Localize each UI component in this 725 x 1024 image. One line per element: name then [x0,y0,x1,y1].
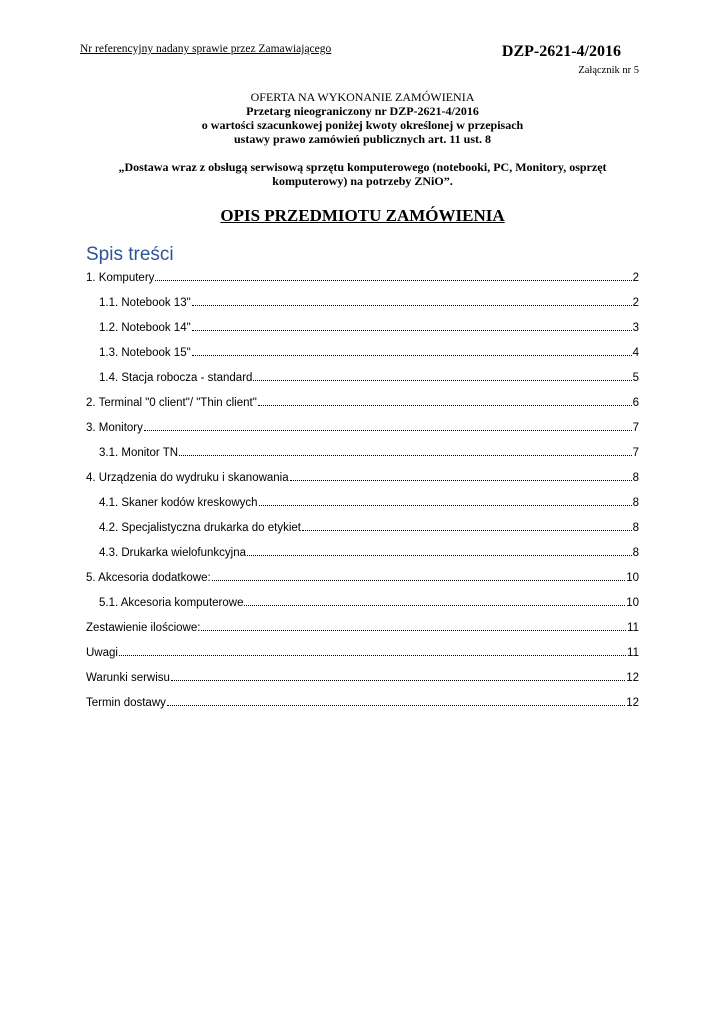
toc-leader-dots [201,620,626,631]
toc-entry[interactable] [99,520,639,536]
toc-entry-page: 11 [627,622,639,634]
toc-entry[interactable] [99,495,639,511]
toc-entry-page: 4 [632,347,639,359]
toc-leader-dots [167,695,625,706]
toc-entry-page: 12 [626,697,639,709]
toc-leader-dots [247,545,632,556]
reference-note: Nr referencyjny nadany sprawie przez Zamawiającego [80,43,332,55]
toc-entry-title: Warunki serwisu [86,672,170,684]
toc-entry-page: 8 [632,547,639,559]
toc-leader-dots [171,670,625,681]
toc-leader-dots [192,345,632,356]
toc-leader-dots [212,570,626,581]
toc-entry[interactable] [99,295,639,311]
offer-line-3: o wartości szacunkowej poniżej kwoty określonej w przepisach [201,118,524,132]
toc-entry[interactable] [86,270,639,286]
toc-entry[interactable] [99,320,639,336]
toc-entry-title: 3.1. Monitor TN [99,447,179,459]
toc-entry-page: 7 [632,422,639,434]
toc-leader-dots [290,470,632,481]
toc-entry-title: 3. Monitory [86,422,143,434]
toc-entry-title: 1.4. Stacja robocza - standard [99,372,253,384]
toc-entry-page: 8 [632,497,639,509]
subject-line-1: „Dostawa wraz z obsługą serwisową sprzętu komputerowego (notebooki, PC, Monitory, osprzęt [118,160,607,174]
toc-entry-page: 8 [632,522,639,534]
attachment-label: Załącznik nr 5 [578,65,639,76]
toc-leader-dots [155,270,631,281]
offer-line-4: ustawy prawo zamówień publicznych art. 11 ust. 8 [233,132,491,146]
document-number: DZP-2621-4/2016 [501,43,621,60]
offer-block [60,90,665,146]
toc-entry-page: 6 [632,397,639,409]
toc-leader-dots [119,645,626,656]
main-title: OPIS PRZEDMIOTU ZAMÓWIENIA [220,206,505,225]
toc-leader-dots [192,320,632,331]
toc-entry-title: Zestawienie ilościowe: [86,622,201,634]
toc-leader-dots [192,295,632,306]
toc-heading: Spis treści [86,244,174,265]
toc-leader-dots [258,395,632,406]
toc-entry[interactable] [86,670,639,686]
toc-entry[interactable] [86,395,639,411]
toc-entry-page: 11 [627,647,639,659]
toc-entry-page: 2 [632,297,639,309]
toc-entry-page: 3 [632,322,639,334]
toc-entry[interactable] [86,695,639,711]
toc-leader-dots [302,520,632,531]
toc-entry-title: 5. Akcesoria dodatkowe: [86,572,211,584]
toc-leader-dots [259,495,632,506]
toc-entry[interactable] [86,570,639,586]
toc-entry[interactable] [86,420,639,436]
toc-entry-page: 8 [632,472,639,484]
subject-line-2: komputerowy) na potrzeby ZNiO”. [272,174,453,188]
toc-entry[interactable] [86,645,639,661]
toc-entry-title: Termin dostawy [86,697,166,709]
offer-line-1: OFERTA NA WYKONANIE ZAMÓWIENIA [250,90,475,104]
toc-entry-page: 12 [626,672,639,684]
toc-entry-title: 5.1. Akcesoria komputerowe [99,597,244,609]
toc-leader-dots [253,370,631,381]
toc-leader-dots [144,420,632,431]
toc-entry-title: Uwagi [86,647,118,659]
toc-entry[interactable] [99,445,639,461]
toc-entry-title: 4.1. Skaner kodów kreskowych [99,497,258,509]
toc-entry[interactable] [86,620,639,636]
toc-entry-page: 7 [632,447,639,459]
toc-leader-dots [244,595,625,606]
toc-entry-title: 1.1. Notebook 13" [99,297,191,309]
subject-block [60,160,665,188]
toc-entry[interactable] [99,545,639,561]
toc-entry[interactable] [86,470,639,486]
offer-line-2: Przetarg nieograniczony nr DZP-2621-4/2016 [246,104,479,118]
toc-entry[interactable] [99,345,639,361]
toc-entry-title: 1. Komputery [86,272,155,284]
toc-entry-page: 2 [632,272,639,284]
toc-entry-title: 1.3. Notebook 15" [99,347,191,359]
toc-entry-page: 5 [632,372,639,384]
toc-entry-title: 1.2. Notebook 14" [99,322,191,334]
toc-entry-title: 4. Urządzenia do wydruku i skanowania [86,472,289,484]
toc-entry[interactable] [99,595,639,611]
toc-entry-title: 2. Terminal "0 client"/ "Thin client" [86,397,257,409]
toc-leader-dots [179,445,632,456]
toc-entry-page: 10 [626,597,639,609]
toc-entry[interactable] [99,370,639,386]
toc-entry-title: 4.2. Specjalistyczna drukarka do etykiet [99,522,301,534]
toc-entry-title: 4.3. Drukarka wielofunkcyjna [99,547,247,559]
toc-entry-page: 10 [626,572,639,584]
